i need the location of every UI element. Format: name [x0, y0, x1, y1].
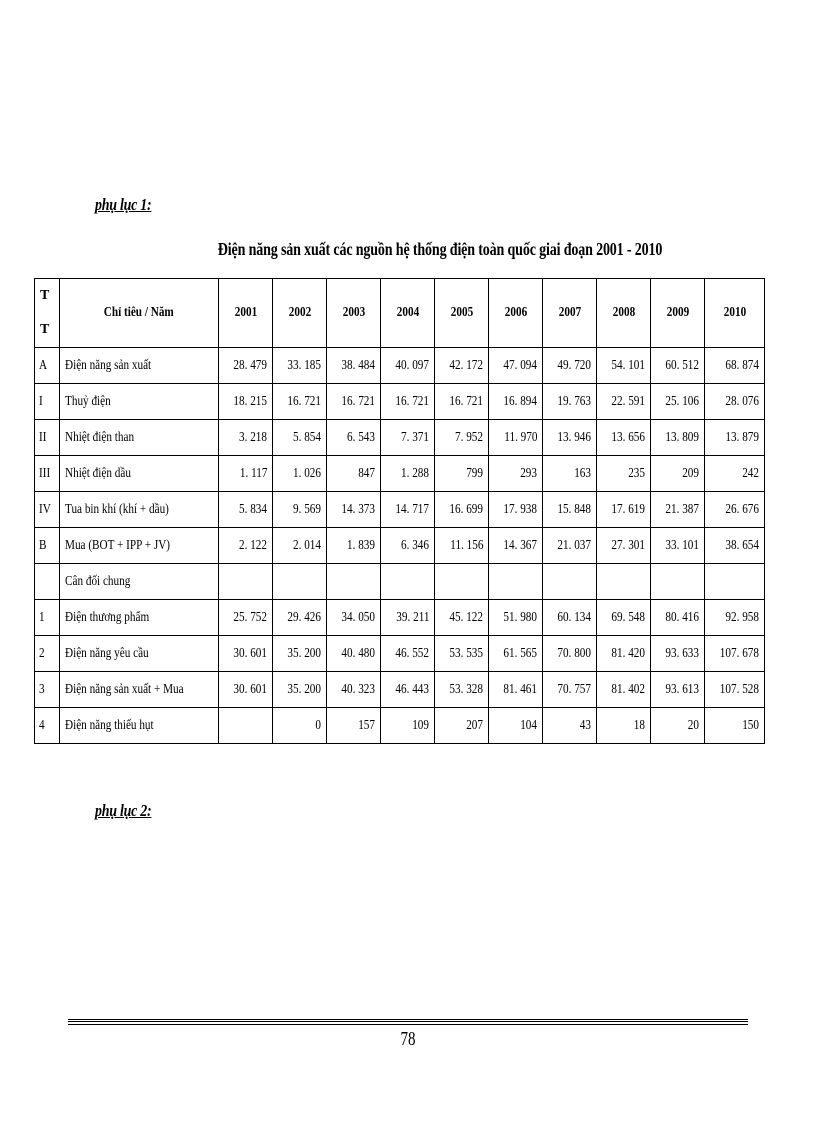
value-cell: 42. 172: [435, 348, 489, 384]
value-cell: 28. 076: [705, 384, 765, 420]
value-cell: 70. 757: [543, 672, 597, 708]
value-cell: 54. 101: [597, 348, 651, 384]
value-cell: 13. 946: [543, 420, 597, 456]
value-cell: 34. 050: [327, 600, 381, 636]
row-index-cell: B: [35, 528, 60, 564]
value-cell: 11. 156: [435, 528, 489, 564]
table-row: [35, 636, 765, 672]
value-cell: 81. 420: [597, 636, 651, 672]
value-cell: 209: [651, 456, 705, 492]
appendix-1-heading: phụ lục 1:: [95, 195, 152, 214]
value-cell: [489, 564, 543, 600]
value-cell: 40. 097: [381, 348, 435, 384]
value-cell: 7. 952: [435, 420, 489, 456]
value-cell: 1. 026: [273, 456, 327, 492]
value-cell: 799: [435, 456, 489, 492]
row-label-cell: Điện năng thiếu hụt: [59, 708, 218, 744]
header-year: 2010: [705, 279, 765, 348]
row-label-cell: Nhiệt điện dầu: [59, 456, 218, 492]
header-year: 2007: [543, 279, 597, 348]
value-cell: 9. 569: [273, 492, 327, 528]
value-cell: [219, 564, 273, 600]
value-cell: 38. 484: [327, 348, 381, 384]
row-index-cell: II: [35, 420, 60, 456]
table-row: [35, 492, 765, 528]
row-index-cell: III: [35, 456, 60, 492]
value-cell: 235: [597, 456, 651, 492]
value-cell: 16. 894: [489, 384, 543, 420]
row-label-cell: Tua bin khí (khí + dầu): [59, 492, 218, 528]
value-cell: 30. 601: [219, 636, 273, 672]
value-cell: 242: [705, 456, 765, 492]
row-label-cell: Cân đối chung: [59, 564, 218, 600]
value-cell: 33. 101: [651, 528, 705, 564]
value-cell: 25. 106: [651, 384, 705, 420]
value-cell: 14. 373: [327, 492, 381, 528]
header-year: 2008: [597, 279, 651, 348]
value-cell: 53. 328: [435, 672, 489, 708]
header-indicator-year: Chỉ tiêu / Năm: [59, 279, 218, 348]
row-label-cell: Điện năng yêu cầu: [59, 636, 218, 672]
value-cell: [543, 564, 597, 600]
value-cell: 157: [327, 708, 381, 744]
row-index-cell: A: [35, 348, 60, 384]
value-cell: 1. 839: [327, 528, 381, 564]
table-row: [35, 708, 765, 744]
energy-production-table: [34, 278, 765, 744]
value-cell: 13. 809: [651, 420, 705, 456]
value-cell: 70. 800: [543, 636, 597, 672]
value-cell: 109: [381, 708, 435, 744]
value-cell: [705, 564, 765, 600]
value-cell: 14. 367: [489, 528, 543, 564]
value-cell: 38. 654: [705, 528, 765, 564]
value-cell: 40. 480: [327, 636, 381, 672]
value-cell: 11. 970: [489, 420, 543, 456]
value-cell: 45. 122: [435, 600, 489, 636]
value-cell: 40. 323: [327, 672, 381, 708]
header-year: 2006: [489, 279, 543, 348]
table-body: [35, 348, 765, 744]
value-cell: [435, 564, 489, 600]
value-cell: 107. 528: [705, 672, 765, 708]
value-cell: 25. 752: [219, 600, 273, 636]
table-row: [35, 528, 765, 564]
row-index-cell: IV: [35, 492, 60, 528]
value-cell: 33. 185: [273, 348, 327, 384]
value-cell: 30. 601: [219, 672, 273, 708]
header-year: 2002: [273, 279, 327, 348]
value-cell: 847: [327, 456, 381, 492]
value-cell: 69. 548: [597, 600, 651, 636]
value-cell: 21. 037: [543, 528, 597, 564]
value-cell: 16. 721: [381, 384, 435, 420]
header-year: 2004: [381, 279, 435, 348]
table-row: [35, 672, 765, 708]
value-cell: 16. 721: [327, 384, 381, 420]
row-index-cell: 4: [35, 708, 60, 744]
footer-rule-thick-bottom: [68, 1021, 748, 1022]
value-cell: 14. 717: [381, 492, 435, 528]
value-cell: 81. 402: [597, 672, 651, 708]
row-label-cell: Điện thương phẩm: [59, 600, 218, 636]
value-cell: 28. 479: [219, 348, 273, 384]
header-year: 2009: [651, 279, 705, 348]
header-year: 2001: [219, 279, 273, 348]
row-index-cell: [35, 564, 60, 600]
value-cell: 60. 134: [543, 600, 597, 636]
value-cell: 39. 211: [381, 600, 435, 636]
value-cell: 2. 014: [273, 528, 327, 564]
value-cell: 43: [543, 708, 597, 744]
table-row: [35, 384, 765, 420]
value-cell: 46. 552: [381, 636, 435, 672]
value-cell: 293: [489, 456, 543, 492]
value-cell: 107. 678: [705, 636, 765, 672]
row-index-cell: 1: [35, 600, 60, 636]
row-index-cell: I: [35, 384, 60, 420]
value-cell: 19. 763: [543, 384, 597, 420]
value-cell: 5. 854: [273, 420, 327, 456]
value-cell: 18. 215: [219, 384, 273, 420]
value-cell: 27. 301: [597, 528, 651, 564]
value-cell: [381, 564, 435, 600]
value-cell: 2. 122: [219, 528, 273, 564]
value-cell: 15. 848: [543, 492, 597, 528]
value-cell: 16. 721: [273, 384, 327, 420]
row-label-cell: Mua (BOT + IPP + JV): [59, 528, 218, 564]
value-cell: 6. 543: [327, 420, 381, 456]
value-cell: 7. 371: [381, 420, 435, 456]
table-header-row: [35, 279, 765, 348]
value-cell: 150: [705, 708, 765, 744]
row-index-cell: 3: [35, 672, 60, 708]
value-cell: [651, 564, 705, 600]
row-index-cell: 2: [35, 636, 60, 672]
value-cell: 46. 443: [381, 672, 435, 708]
value-cell: 163: [543, 456, 597, 492]
value-cell: [327, 564, 381, 600]
value-cell: 60. 512: [651, 348, 705, 384]
value-cell: 16. 721: [435, 384, 489, 420]
value-cell: 35. 200: [273, 636, 327, 672]
value-cell: 18: [597, 708, 651, 744]
value-cell: 5. 834: [219, 492, 273, 528]
value-cell: 17. 619: [597, 492, 651, 528]
value-cell: 207: [435, 708, 489, 744]
header-tt: [35, 279, 60, 348]
value-cell: 81. 461: [489, 672, 543, 708]
value-cell: 35. 200: [273, 672, 327, 708]
value-cell: 92. 958: [705, 600, 765, 636]
value-cell: 93. 633: [651, 636, 705, 672]
value-cell: 6. 346: [381, 528, 435, 564]
table-title: Điện năng sản xuất các nguồn hệ thống điện toàn quốc giai đoạn 2001 - 2010: [217, 239, 663, 259]
row-label-cell: Thuỷ điện: [59, 384, 218, 420]
header-year: 2005: [435, 279, 489, 348]
value-cell: 61. 565: [489, 636, 543, 672]
table-row: [35, 456, 765, 492]
table-row: [35, 348, 765, 384]
footer-rule-thin: [68, 1024, 748, 1025]
table-row: [35, 420, 765, 456]
value-cell: 20: [651, 708, 705, 744]
value-cell: 51. 980: [489, 600, 543, 636]
value-cell: 80. 416: [651, 600, 705, 636]
footer-rule-thick-top: [68, 1019, 748, 1020]
value-cell: 22. 591: [597, 384, 651, 420]
value-cell: 53. 535: [435, 636, 489, 672]
value-cell: 13. 879: [705, 420, 765, 456]
appendix-2-heading: phụ lục 2:: [95, 801, 152, 820]
value-cell: [597, 564, 651, 600]
value-cell: [219, 708, 273, 744]
value-cell: 0: [273, 708, 327, 744]
header-tt-line-1: T: [40, 288, 50, 303]
value-cell: 1. 117: [219, 456, 273, 492]
value-cell: 17. 938: [489, 492, 543, 528]
table-row: [35, 600, 765, 636]
value-cell: 16. 699: [435, 492, 489, 528]
value-cell: 1. 288: [381, 456, 435, 492]
value-cell: 104: [489, 708, 543, 744]
row-label-cell: Điện năng sản xuất: [59, 348, 218, 384]
row-label-cell: Nhiệt điện than: [59, 420, 218, 456]
value-cell: 68. 874: [705, 348, 765, 384]
row-label-cell: Điện năng sản xuất + Mua: [59, 672, 218, 708]
value-cell: 29. 426: [273, 600, 327, 636]
value-cell: 13. 656: [597, 420, 651, 456]
value-cell: 93. 613: [651, 672, 705, 708]
header-year: 2003: [327, 279, 381, 348]
value-cell: 47. 094: [489, 348, 543, 384]
value-cell: 3. 218: [219, 420, 273, 456]
table-row: [35, 564, 765, 600]
value-cell: 49. 720: [543, 348, 597, 384]
header-tt-line-2: T: [40, 322, 50, 337]
value-cell: [273, 564, 327, 600]
value-cell: 21. 387: [651, 492, 705, 528]
page-number: 78: [400, 1028, 416, 1050]
value-cell: 26. 676: [705, 492, 765, 528]
